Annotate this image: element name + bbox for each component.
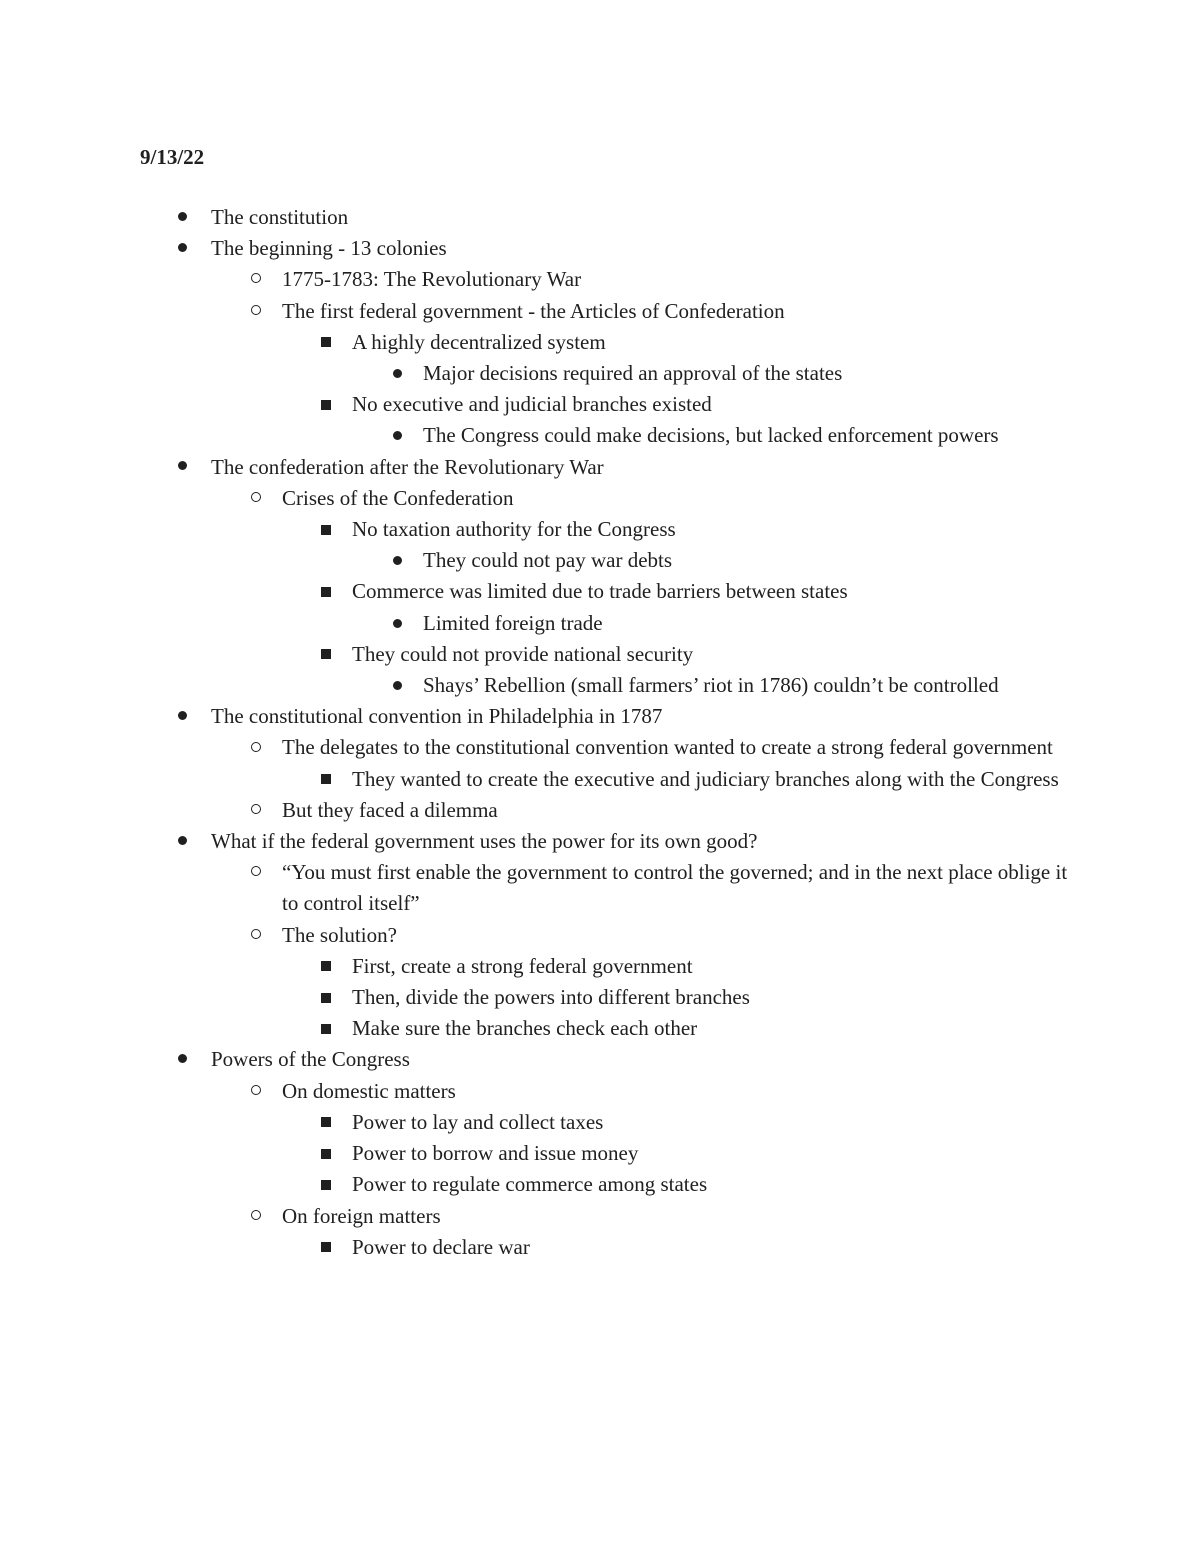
list-item-text: First, create a strong federal government [352, 953, 693, 978]
list-item [352, 639, 1072, 670]
list-item-text: What if the federal government uses the power for its own good? [211, 829, 758, 854]
list-item-text: Power to borrow and issue money [352, 1141, 639, 1166]
hollow-bullet-icon [241, 857, 271, 888]
list-item-text: Limited foreign trade [423, 610, 603, 635]
list-item-text: No taxation authority for the Congress [352, 517, 676, 542]
list-item [423, 358, 1023, 389]
list-item-text: The Congress could make decisions, but lacked enforcement powers [423, 423, 999, 448]
list-item [352, 1169, 1072, 1200]
list-item-text: Powers of the Congress [211, 1047, 410, 1072]
square-bullet-icon [311, 1138, 341, 1169]
list-item [211, 701, 1071, 732]
filled-bullet-icon [382, 608, 412, 639]
square-bullet-icon [311, 327, 341, 358]
list-item [423, 608, 1023, 639]
list-item [282, 1076, 1072, 1107]
note-date: 9/13/22 [140, 145, 205, 169]
hollow-bullet-icon [241, 1201, 271, 1232]
hollow-bullet-icon [241, 920, 271, 951]
list-item [352, 389, 1072, 420]
square-bullet-icon [311, 576, 341, 607]
list-item-text: Shays’ Rebellion (small farmers’ riot in 1786) couldn’t be controlled [423, 673, 999, 698]
list-item-text: On domestic matters [282, 1078, 456, 1103]
square-bullet-icon [311, 951, 341, 982]
list-item [352, 1013, 1072, 1044]
list-item [352, 1138, 1072, 1169]
list-item [423, 670, 1023, 701]
list-item [423, 545, 1023, 576]
list-item-text: The first federal government - the Articles of Confederation [282, 298, 785, 323]
list-item [282, 483, 1072, 514]
list-item [423, 420, 1023, 451]
filled-bullet-icon [167, 1044, 197, 1075]
list-item-text: No executive and judicial branches existed [352, 392, 712, 417]
list-item-text: Crises of the Confederation [282, 485, 514, 510]
list-item [352, 576, 1072, 607]
list-item [352, 1232, 1072, 1263]
notes-list [0, 202, 1200, 1263]
square-bullet-icon [311, 764, 341, 795]
hollow-bullet-icon [241, 732, 271, 763]
list-item-text: Power to regulate commerce among states [352, 1172, 708, 1197]
square-bullet-icon [311, 1169, 341, 1200]
list-item-text: They wanted to create the executive and judiciary branches along with the Congress [352, 766, 1059, 791]
list-item-text: But they faced a dilemma [282, 797, 498, 822]
filled-bullet-icon [382, 545, 412, 576]
list-item [211, 1044, 1071, 1075]
list-item [352, 764, 1072, 795]
hollow-bullet-icon [241, 795, 271, 826]
list-item [352, 951, 1072, 982]
list-item [282, 1201, 1072, 1232]
list-item [211, 202, 1071, 233]
square-bullet-icon [311, 982, 341, 1013]
list-item-text: Power to declare war [352, 1234, 530, 1259]
filled-bullet-icon [382, 420, 412, 451]
list-item-text: A highly decentralized system [352, 329, 606, 354]
list-item [352, 1107, 1072, 1138]
list-item [211, 826, 1071, 857]
list-item-text: 1775-1783: The Revolutionary War [282, 267, 582, 292]
list-item [352, 514, 1072, 545]
filled-bullet-icon [382, 670, 412, 701]
filled-bullet-icon [167, 202, 197, 233]
list-item [282, 264, 1072, 295]
list-item-text: The solution? [282, 922, 397, 947]
square-bullet-icon [311, 1232, 341, 1263]
list-item [352, 327, 1072, 358]
list-item [282, 920, 1072, 951]
list-item-text: They could not pay war debts [423, 548, 673, 573]
hollow-bullet-icon [241, 296, 271, 327]
square-bullet-icon [311, 1013, 341, 1044]
list-item-text: Make sure the branches check each other [352, 1016, 698, 1041]
list-item-text: Then, divide the powers into different branches [352, 985, 750, 1010]
list-item-text: Major decisions required an approval of the states [423, 361, 843, 386]
square-bullet-icon [311, 389, 341, 420]
square-bullet-icon [311, 1107, 341, 1138]
hollow-bullet-icon [241, 483, 271, 514]
list-item [211, 233, 1071, 264]
list-item-text: The beginning - 13 colonies [211, 236, 447, 261]
list-item [282, 296, 1072, 327]
list-item [352, 982, 1072, 1013]
list-item-text: The confederation after the Revolutionary War [211, 454, 604, 479]
list-item [282, 857, 1072, 919]
list-item-text: They could not provide national security [352, 641, 694, 666]
list-item-text: “You must first enable the government to control the governed; and in the next place oblige it to control itself” [282, 860, 1068, 916]
list-item-text: The constitution [211, 205, 349, 229]
list-item [282, 795, 1072, 826]
hollow-bullet-icon [241, 1076, 271, 1107]
square-bullet-icon [311, 639, 341, 670]
list-item-text: The constitutional convention in Philadelphia in 1787 [211, 704, 663, 729]
filled-bullet-icon [167, 233, 197, 264]
list-item-text: Power to lay and collect taxes [352, 1109, 604, 1134]
list-item-text: On foreign matters [282, 1203, 441, 1228]
list-item [211, 452, 1071, 483]
filled-bullet-icon [382, 358, 412, 389]
filled-bullet-icon [167, 826, 197, 857]
list-item [282, 732, 1072, 763]
list-item-text: The delegates to the constitutional convention wanted to create a strong federal government [282, 735, 1053, 760]
square-bullet-icon [311, 514, 341, 545]
hollow-bullet-icon [241, 264, 271, 295]
filled-bullet-icon [167, 452, 197, 483]
list-item-text: Commerce was limited due to trade barriers between states [352, 579, 848, 604]
filled-bullet-icon [167, 701, 197, 732]
